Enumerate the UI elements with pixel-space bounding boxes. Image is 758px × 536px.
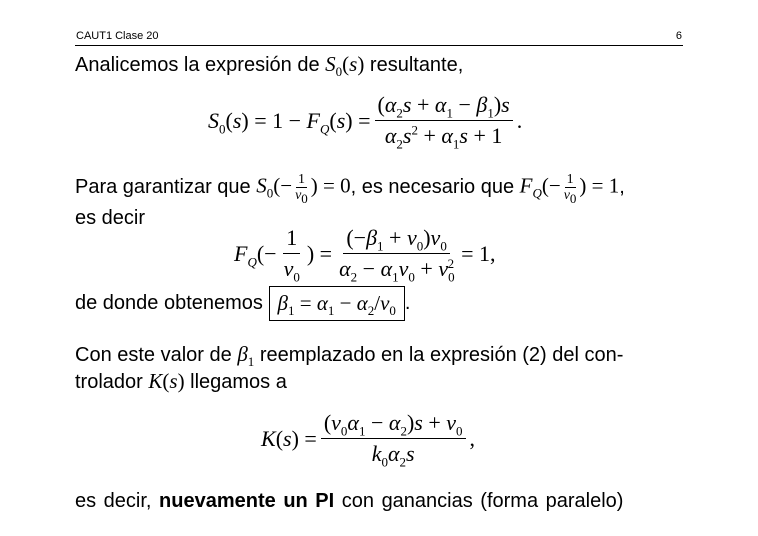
conclusion-line <box>75 490 623 513</box>
intro-text-after: resultante, <box>369 54 464 76</box>
substitution-text-4: llegamos a <box>190 371 287 393</box>
page-number: 6 <box>675 30 682 42</box>
conclusion-text-2: con ganancias (forma paralelo) <box>334 490 624 512</box>
intro-text-before: Analicemos la expresión de <box>75 54 320 76</box>
condition-text-3: , <box>619 176 625 198</box>
result-period: . <box>404 292 411 314</box>
es-decir-line: es decir <box>75 207 146 229</box>
condition-text-2: , es necesario que <box>350 176 515 198</box>
equation-k: K(s) = $\frac{(\nu_0\alpha_1 - \alpha_2)s + \nu_0}{k_0\alpha_2s}$ , <box>261 410 476 470</box>
substitution-text-2: reemplazado en la expresión (2) del con- <box>259 344 624 366</box>
condition-line: Para garantizar que $S_0(-$ $\frac{1}{\nu_0}$ ) = 0 , es necesario que $F_Q(-$ $\frac{1}{\nu_0}$ ) = 1 , <box>75 172 625 206</box>
substitution-line-1: Con este valor de $\beta_1$ reemplazado en la expresión (2) del con- <box>75 342 624 370</box>
equation-s0: $S_0(s) = 1 - F_Q(s)$ = $\frac{(\alpha_2s + \alpha_1 - \beta_1)s}{\alpha_2s^2 + \alpha_1s + 1}$ . <box>208 92 523 152</box>
header-rule <box>75 45 683 46</box>
intro-line <box>75 52 464 80</box>
substitution-text-3: trolador <box>75 371 143 393</box>
equation-fq: $F_Q(-$ $\frac{1}{\nu_0}$ ) = $\frac{(-\beta_1 + \nu_0)\nu_0}{\alpha_2 - \alpha_1\nu_0 + \nu_0^2}$ = 1, <box>234 225 496 285</box>
result-text: de donde obtenemos <box>75 292 263 314</box>
s0-symbol: $S_0(s)$ <box>325 52 365 80</box>
conclusion-text-1: es decir, <box>75 490 160 512</box>
substitution-line-2: trolador K(s) llegamos a <box>75 369 287 393</box>
conclusion-bold: nuevamente un PI <box>159 490 335 512</box>
header-title: CAUT1 Clase 20 <box>76 30 159 42</box>
beta1-boxed-result: $\beta_1 = \alpha_1 - \alpha_2/\nu_0$ <box>269 286 405 321</box>
substitution-text-1: Con este valor de <box>75 344 232 366</box>
result-line <box>75 286 410 321</box>
condition-text-1: Para garantizar que <box>75 176 251 198</box>
